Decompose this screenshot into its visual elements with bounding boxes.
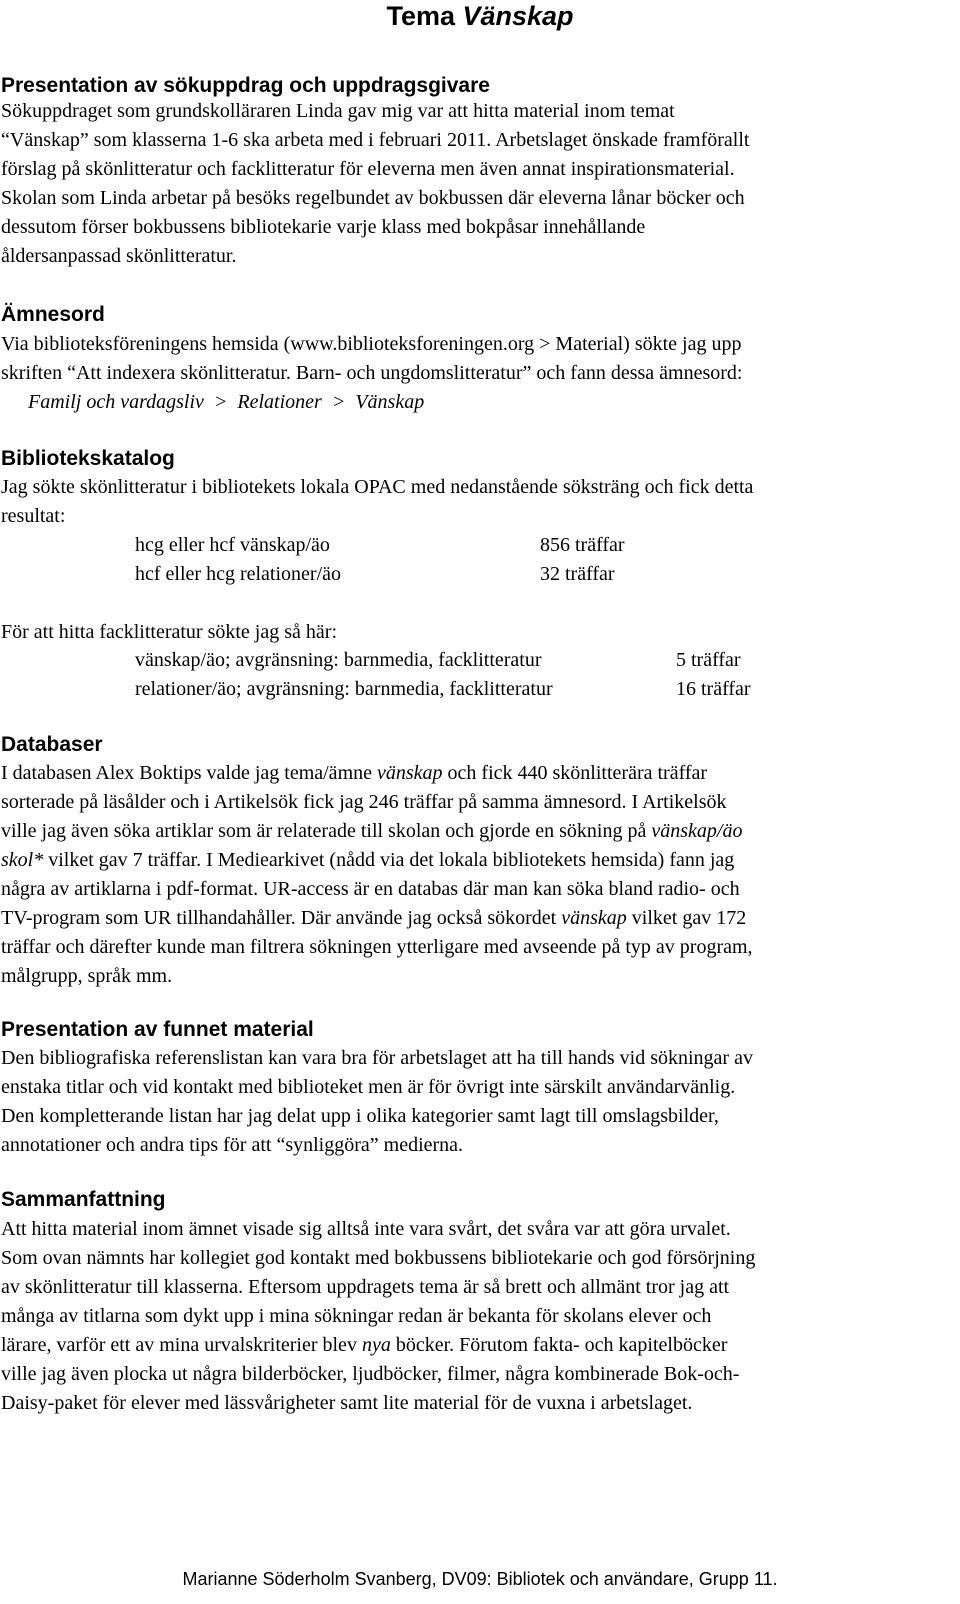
page-title	[0, 0, 960, 32]
heading-presentation: Presentation av sökuppdrag och uppdragsgivare	[1, 74, 490, 97]
text-line: lärare, varför ett av mina urvalskriterier blev nya böcker. Förutom fakta- och kapitelböcker	[1, 1334, 728, 1356]
text-line: Daisy-paket för elever med lässvårigheter samt lite material för de vuxna i arbetslaget.	[1, 1392, 693, 1414]
text-line: Jag sökte skönlitteratur i bibliotekets lokala OPAC med nedanstående söksträng och fick detta	[1, 476, 754, 498]
text-line: skriften “Att indexera skönlitteratur. Barn- och ungdomslitteratur” och fann dessa ämnesord:	[1, 362, 743, 384]
text-line: förslag på skönlitteratur och facklitteratur för eleverna men även annat inspirationsmaterial.	[1, 158, 735, 180]
text-line: ville jag även söka artiklar som är relaterade till skolan och gjorde en sökning på vänskap/äo	[1, 820, 743, 842]
text-line: Som ovan nämnts har kollegiet god kontakt med bokbussens bibliotekarie och god försörjning	[1, 1247, 756, 1269]
search-query: vänskap/äo; avgränsning: barnmedia, facklitteratur	[135, 649, 542, 671]
text-line: Den kompletterande listan har jag delat upp i olika kategorier samt lagt till omslagsbilder,	[1, 1105, 719, 1127]
paragraph-funnet	[1, 1044, 946, 1160]
text-line: Skolan som Linda arbetar på besöks regelbundet av bokbussen där eleverna lånar böcker och	[1, 187, 745, 209]
search-hits: 16 träffar	[676, 678, 751, 700]
text-line: ville jag även plocka ut några bilderböcker, ljudböcker, filmer, några kombinerade Bok-och-	[1, 1363, 740, 1385]
text-line: I databasen Alex Boktips valde jag tema/ämne vänskap och fick 440 skönlitterära träffar	[1, 762, 708, 784]
text-line: TV-program som UR tillhandahåller. Där använde jag också sökordet vänskap vilket gav 172	[1, 907, 747, 929]
paragraph-databaser	[1, 759, 946, 991]
title-plain: Tema	[386, 1, 463, 31]
text-line: av skönlitteratur till klasserna. Eftersom uppdragets tema är så brett och allmänt tror jag att	[1, 1276, 730, 1298]
text-line: målgrupp, språk mm.	[1, 965, 173, 987]
paragraph-sammanfattning	[1, 1215, 946, 1418]
heading-databaser: Databaser	[1, 733, 103, 756]
search-hits: 856 träffar	[540, 534, 625, 556]
text-line: skol* vilket gav 7 träffar. I Mediearkivet (nådd via det lokala bibliotekets hemsida) fann jag	[1, 849, 735, 871]
text-line: åldersanpassad skönlitteratur.	[1, 245, 237, 267]
paragraph-amnesord	[1, 330, 946, 388]
fack-intro: För att hitta facklitteratur sökte jag så här:	[1, 621, 337, 643]
subject-terms: Familj och vardagsliv > Relationer > Vänskap	[28, 391, 425, 413]
text-line: enstaka titlar och vid kontakt med biblioteket men är för övrigt inte särskilt användarvänlig.	[1, 1076, 736, 1098]
search-hits: 5 träffar	[676, 649, 741, 671]
text-line: annotationer och andra tips för att “synliggöra” medierna.	[1, 1134, 464, 1156]
text-line: Att hitta material inom ämnet visade sig alltså inte vara svårt, det svåra var att göra urvalet.	[1, 1218, 731, 1240]
search-query: hcg eller hcf vänskap/äo	[135, 534, 330, 556]
heading-amnesord: Ämnesord	[1, 303, 105, 326]
page-footer: Marianne Söderholm Svanberg, DV09: Bibliotek och användare, Grupp 11.	[182, 1569, 778, 1589]
heading-sammanfattning: Sammanfattning	[1, 1188, 166, 1211]
title-italic: Vänskap	[462, 1, 574, 31]
text-line: Via biblioteksföreningens hemsida (www.biblioteksforeningen.org > Material) sökte jag upp	[1, 333, 742, 355]
paragraph-presentation	[1, 97, 946, 271]
text-line: Sökuppdraget som grundskolläraren Linda gav mig var att hitta material inom temat	[1, 100, 675, 122]
text-line: Den bibliografiska referenslistan kan vara bra för arbetslaget att ha till hands vid sökningar av	[1, 1047, 753, 1069]
text-line: träffar och därefter kunde man filtrera sökningen ytterligare med avseende på typ av program,	[1, 936, 753, 958]
text-line: “Vänskap” som klasserna 1-6 ska arbeta med i februari 2011. Arbetslaget önskade framförallt	[1, 129, 750, 151]
search-query: hcf eller hcg relationer/äo	[135, 563, 341, 585]
text-line: några av artiklarna i pdf-format. UR-access är en databas där man kan söka bland radio- och	[1, 878, 740, 900]
text-line: dessutom förser bokbussens bibliotekarie varje klass med bokpåsar innehållande	[1, 216, 646, 238]
search-hits: 32 träffar	[540, 563, 615, 585]
heading-katalog: Bibliotekskatalog	[1, 447, 175, 470]
text-line: många av titlarna som dykt upp i mina sökningar redan är bekanta för skolans elever och	[1, 1305, 712, 1327]
heading-funnet: Presentation av funnet material	[1, 1018, 314, 1041]
text-line: sorterade på läsålder och i Artikelsök fick jag 246 träffar på samma ämnesord. I Artikelsök	[1, 791, 727, 813]
text-line: resultat:	[1, 505, 66, 527]
search-query: relationer/äo; avgränsning: barnmedia, facklitteratur	[135, 678, 553, 700]
paragraph-katalog	[1, 473, 946, 531]
